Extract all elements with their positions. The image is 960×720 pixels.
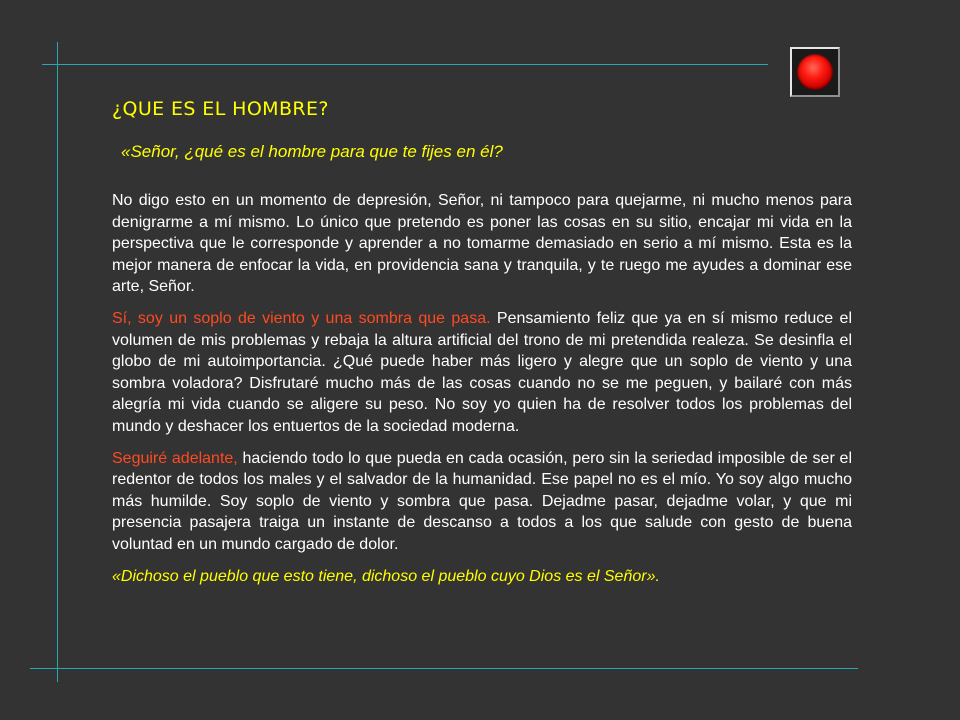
closing-quote: «Dichoso el pueblo que esto tiene, dichoso el pueblo cuyo Dios es el Señor». xyxy=(112,567,660,585)
paragraph-1: No digo esto en un momento de depresión, Señor, ni tampoco para quejarme, ni mucho menos para denigrarme a mí mismo. Lo único que pretendo es poner las cosas en su sitio, encajar mi vida en la perspectiva que le corresponde y aprender a no tomarme demasiado en serio a mí mismo. Esta es la mejor manera de enfocar la vida, en providencia sana y tranquila, y te ruego me ayudes a dominar ese arte, Señor. xyxy=(112,192,852,295)
top-rule-line xyxy=(42,64,768,65)
record-button[interactable] xyxy=(790,47,840,97)
paragraph-2-highlight: Sí, soy un soplo de viento y una sombra que pasa. xyxy=(112,310,491,327)
paragraph-3 xyxy=(112,448,852,556)
page-title: ¿QUE ES EL HOMBRE? xyxy=(112,98,329,120)
paragraph-2-text: Pensamiento feliz que ya en sí mismo reduce el volumen de mis problemas y rebaja la altura artificial del trono de mi pretendida realeza. Se desinfla el globo de mi autoimportancia. ¿Qué puede haber más ligero y alegre que un soplo de viento y una sombra voladora? Disfrutaré mucho más de las cosas cuando no se me peguen, y bailaré con más alegría mi vida cuando se aligere su peso. No soy yo quien ha de resolver todos los problemas del mundo y deshacer los entuertos de la sociedad moderna. xyxy=(112,310,853,435)
paragraph-3-text: haciendo todo lo que pueda en cada ocasión, pero sin la seriedad imposible de ser el redentor de todos los males y el salvador de la humanidad. Ese papel no es el mío. Yo soy algo mucho más humilde. Soy soplo de viento y sombra que pasa. Dejadme pasar, dejadme volar, y que mi presencia pasajera traiga un instante de descanso a todos a los que salude con gesto de buena voluntad en un mundo cargado de dolor. xyxy=(112,449,852,553)
paragraph-2 xyxy=(112,308,852,437)
bottom-rule-line xyxy=(30,668,858,669)
page-subtitle: «Señor, ¿qué es el hombre para que te fijes en él? xyxy=(121,142,503,161)
vertical-rule-line xyxy=(57,42,58,682)
record-button-icon xyxy=(797,54,833,90)
body-text xyxy=(112,190,852,598)
paragraph-3-highlight: Seguiré adelante, xyxy=(112,449,238,467)
